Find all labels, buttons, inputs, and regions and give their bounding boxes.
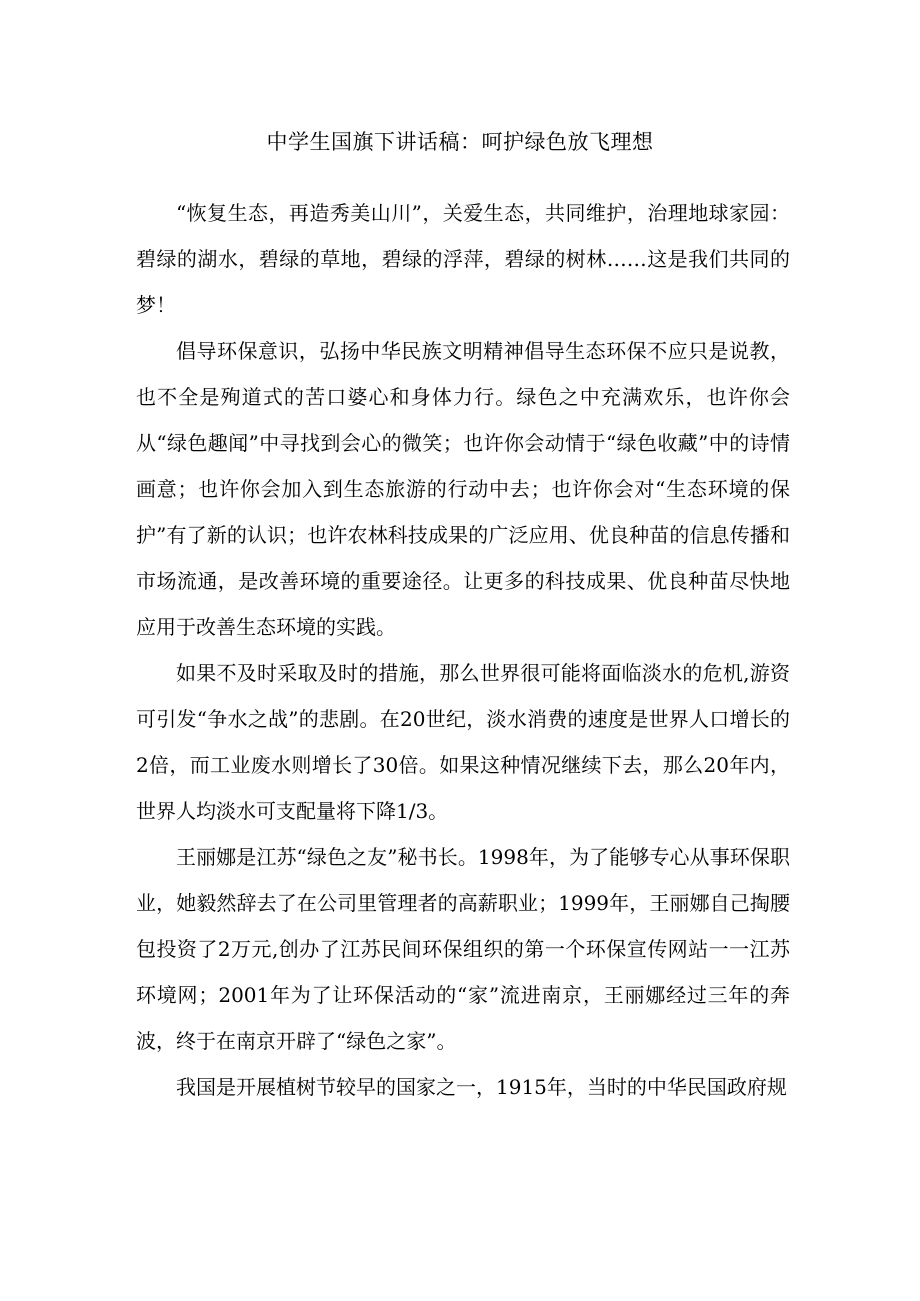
paragraph-1: “恢复生态，再造秀美山川”，关爱生态，共同维护，治理地球家园：碧绿的湖水，碧绿的草地，碧绿的浮萍，碧绿的树林……这是我们共同的梦！	[136, 201, 790, 317]
document-body	[136, 190, 790, 1110]
paragraph-5: 我国是开展植树节较早的国家之一，1915年，当时的中华民国政府规	[176, 1075, 787, 1099]
paragraph-4: 王丽娜是江苏“绿色之友”秘书长。1998年，为了能够专心从事环保职业，她毅然辞去了在公司里管理者的高薪职业；1999年，王丽娜自己掏腰包投资了2万元,创办了江苏民间环保组织的第一个环保宣传网站一一江苏环境网；2001年为了让环保活动的“家”流进南京，王丽娜经过三年的奔波，终于在南京开辟了“绿色之家”。	[136, 845, 790, 1053]
document-title: 中学生国旗下讲话稿：呵护绿色放飞理想	[266, 130, 654, 154]
paragraph-2: 倡导环保意识，弘扬中华民族文明精神倡导生态环保不应只是说教，也不全是殉道式的苦口婆心和身体力行。绿色之中充满欢乐，也许你会从“绿色趣闻”中寻找到会心的微笑；也许你会动情于“绿色收藏”中的诗情画意；也许你会加入到生态旅游的行动中去；也许你会对“生态环境的保护”有了新的认识；也许农林科技成果的广泛应用、优良种苗的信息传播和市场流通，是改善环境的重要途径。让更多的科技成果、优良种苗尽快地应用于改善生态环境的实践。	[136, 339, 790, 639]
paragraph-3: 如果不及时采取及时的措施，那么世界很可能将面临淡水的危机,游资可引发“争水之战”的悲剧。在20世纪，淡水消费的速度是世界人口增长的2倍，而工业废水则增长了30倍。如果这种情况继续下去，那么20年内，世界人均淡水可支配量将下降1/3。	[136, 661, 790, 823]
